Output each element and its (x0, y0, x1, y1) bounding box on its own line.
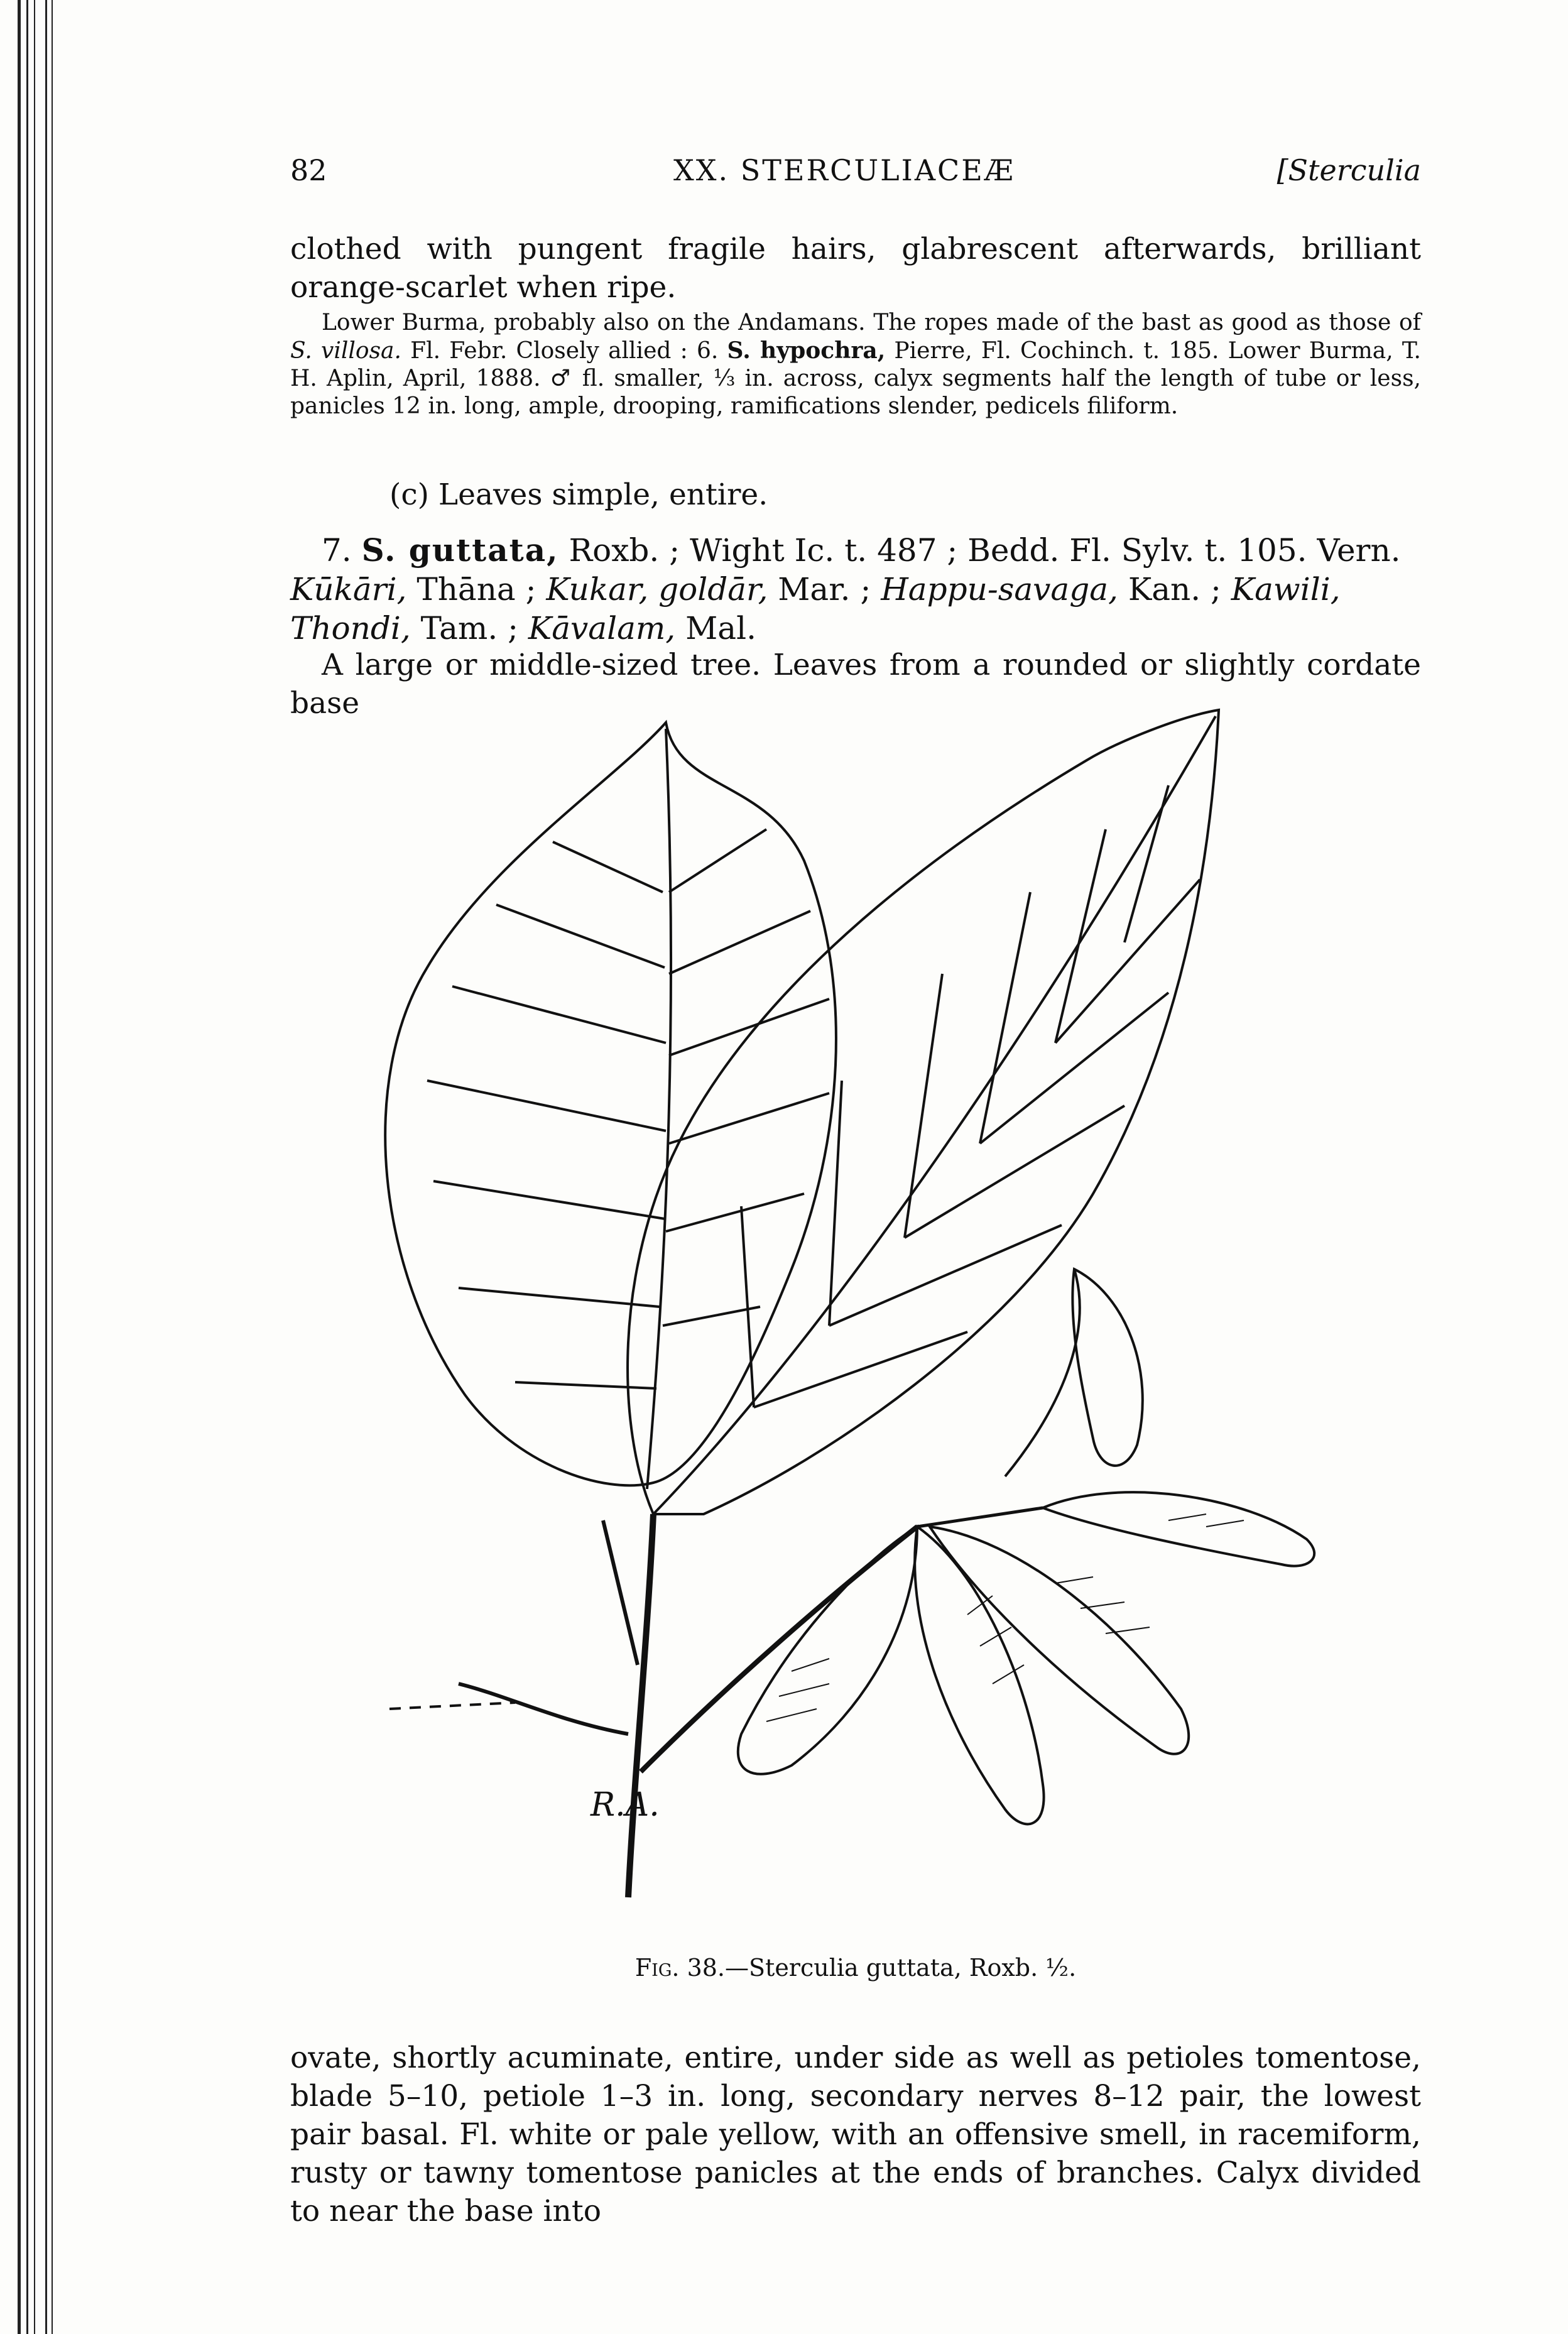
botanical-illustration (352, 704, 1344, 1922)
section-subheading: (c) Leaves simple, entire. (389, 477, 768, 512)
running-header (290, 153, 1421, 204)
illustrator-signature: R.A. (591, 1786, 660, 1824)
description-start: A large or middle-sized tree. Leaves from a rounded or slightly cordate base (290, 648, 1421, 721)
follicle-4 (1043, 1492, 1314, 1566)
branch-main (628, 1514, 653, 1897)
follicle-1 (738, 1527, 917, 1774)
intro-paragraph: clothed with pungent fragile hairs, glabrescent afterwards, brilliant orange-scarlet when ripe. (290, 232, 1421, 305)
follicle-2 (915, 1527, 1043, 1824)
species-entry: 7. S. guttata, Roxb. ; Wight Ic. t. 487 ; Bedd. Fl. Sylv. t. 105. Vern. Kūkāri, Thāna ; Kukar, goldār, Mar. ; Happu-savaga, Kan. ; Kawili, Thondi, Tam. ; Kāvalam, Mal. (290, 532, 1401, 646)
follicle-3 (930, 1527, 1189, 1754)
distribution-note: Lower Burma, probably also on the Andamans. The ropes made of the bast as good as those of S. villosa. Fl. Febr. Closely allied : 6. S. hypochra, Pierre, Fl. Cochinch. t. 185. Lower Burma, T. H. Aplin, April, 1888. ♂ fl. smaller, ⅓ in. across, calyx segments half the length of tube or less, panicles 12 in. long, ample, drooping, ramifications slender, pedicels filiform. (290, 310, 1422, 419)
leaf-left (385, 723, 836, 1485)
page-binding-edge (18, 0, 54, 2334)
running-title: XX. STERCULIACEÆ (673, 153, 1015, 187)
genus-heading: [Sterculia (1277, 153, 1421, 187)
description-continued: ovate, shortly acuminate, entire, under side as well as petioles tomentose, blade 5–10, petiole 1–3 in. long, secondary nerves 8–12 pair, the lowest pair basal. Fl. white or pale yellow, with an offensive smell, in racemiform, rusty or tawny tomentose panicles at the ends of branches. Calyx divided to near the base into (290, 2041, 1421, 2228)
figure-caption: Fig. 38.—Sterculia guttata, Roxb. ½. (634, 1954, 1077, 1982)
follicle-5 (1072, 1269, 1142, 1466)
sterculia-drawing (352, 704, 1344, 1922)
species-name: S. guttata, (361, 532, 559, 569)
page-number: 82 (290, 153, 327, 187)
